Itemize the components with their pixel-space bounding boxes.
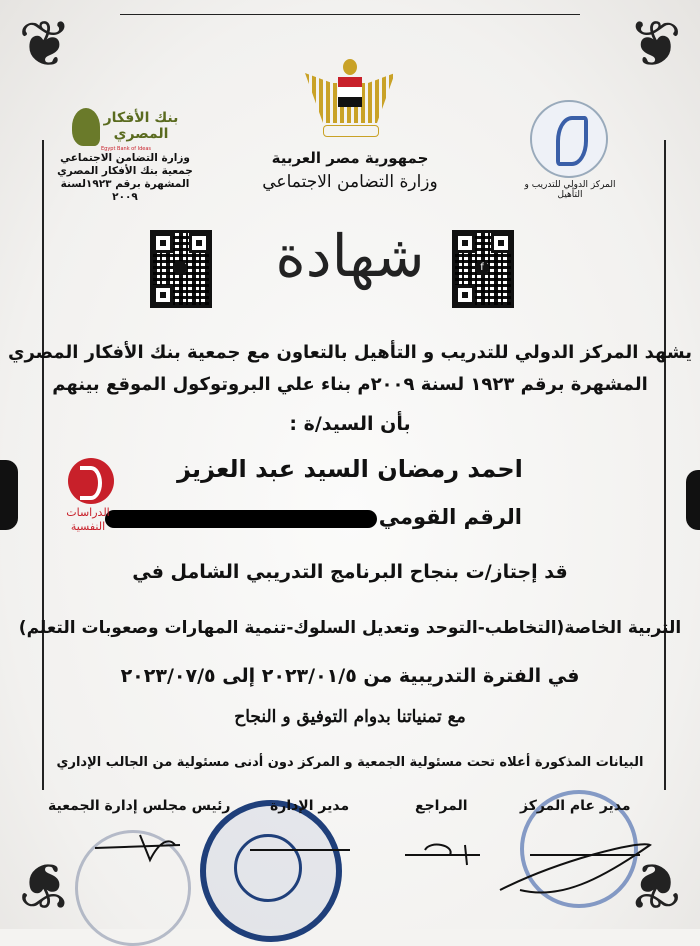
signature-label-board-chair: رئيس مجلس إدارة الجمعية <box>48 798 231 814</box>
signature-label-reviewer: المراجع <box>415 798 468 814</box>
center-caption: المركز الدولي للتدريب و التأهيل <box>524 180 616 200</box>
recipient-name: احمد رمضان السيد عبد العزيز <box>177 455 523 483</box>
body-line-4: قد إجتاز/ت بنجاح البرنامج التدريبي الشامل في <box>132 561 568 583</box>
logo-text: بنك الأفكار المصري <box>103 110 179 142</box>
facebook-icon: f <box>475 261 489 275</box>
training-period: في الفترة التدريبية من ٢٠٢٣/٠١/٥ إلى ٢٠٢٣/٠٧/٥ <box>120 665 580 687</box>
head-silhouette-icon <box>72 108 100 146</box>
ornament-corner-top-right-icon: ❦ <box>628 8 682 82</box>
psych-studies-logo-icon <box>68 458 114 504</box>
psych-caption-line-1: الدراسات <box>66 506 110 519</box>
republic-title: جمهورية مصر العربية <box>271 149 429 167</box>
body-line-3: بأن السيد/ة : <box>289 413 411 435</box>
signature-reviewer <box>405 845 480 865</box>
wishes-line: مع تمنياتنا بدوام التوفيق و النجاح <box>234 707 466 727</box>
national-id-redacted <box>105 510 377 528</box>
certificate-title: شهادة <box>275 222 425 290</box>
body-line-2: المشهرة برقم ١٩٢٣ لسنة ٢٠٠٩م بناء علي البروتوكول الموقع بينهم <box>52 374 648 395</box>
signature-board-chair <box>95 835 180 860</box>
international-center-logo <box>530 100 608 178</box>
signatures-layer <box>0 820 700 920</box>
frame-top-border <box>120 14 580 15</box>
program-description: التربية الخاصة(التخاطب-التوحد وتعديل السلوك-تنمية المهارات وصعوبات التعلم) <box>18 618 682 638</box>
psych-caption-line-2: النفسية <box>70 520 106 533</box>
ornament-corner-bottom-right-icon: ❦ <box>628 847 682 921</box>
national-id-label: الرقم القومي <box>378 505 522 529</box>
bank-of-ideas-logo <box>72 108 180 150</box>
association-line: جمعية بنك الأفكار المصري <box>57 165 193 177</box>
body-line-1: يشهد المركز الدولي للتدريب و التأهيل بالتعاون مع جمعية بنك الأفكار المصري <box>7 342 693 363</box>
egypt-eagle-emblem-icon <box>305 55 395 140</box>
runner-figure-icon <box>556 116 588 166</box>
ornament-corner-bottom-left-icon: ❦ <box>18 847 72 921</box>
registration-line: المشهرة برقم ١٩٢٣لسنة ٢٠٠٩ <box>60 178 190 203</box>
ministry-title: وزارة التضامن الاجتماعي <box>262 172 438 192</box>
disclaimer: البيانات المذكورة أعلاه تحت مسئولية الجمعية و المركز دون أدنى مسئولية من الجالب الإداري <box>56 755 644 770</box>
ministry-line: وزارة التضامن الاجتماعي <box>60 152 190 164</box>
signature-label-general-manager: مدير عام المركز <box>520 798 631 814</box>
logo-caption: Egypt Bank of Ideas <box>101 146 151 152</box>
ornament-corner-top-left-icon: ❦ <box>18 8 72 82</box>
signature-label-admin-manager: مدير الإدارة <box>270 798 350 814</box>
psych-studies-caption <box>58 506 118 534</box>
signature-general-manager <box>500 844 650 892</box>
